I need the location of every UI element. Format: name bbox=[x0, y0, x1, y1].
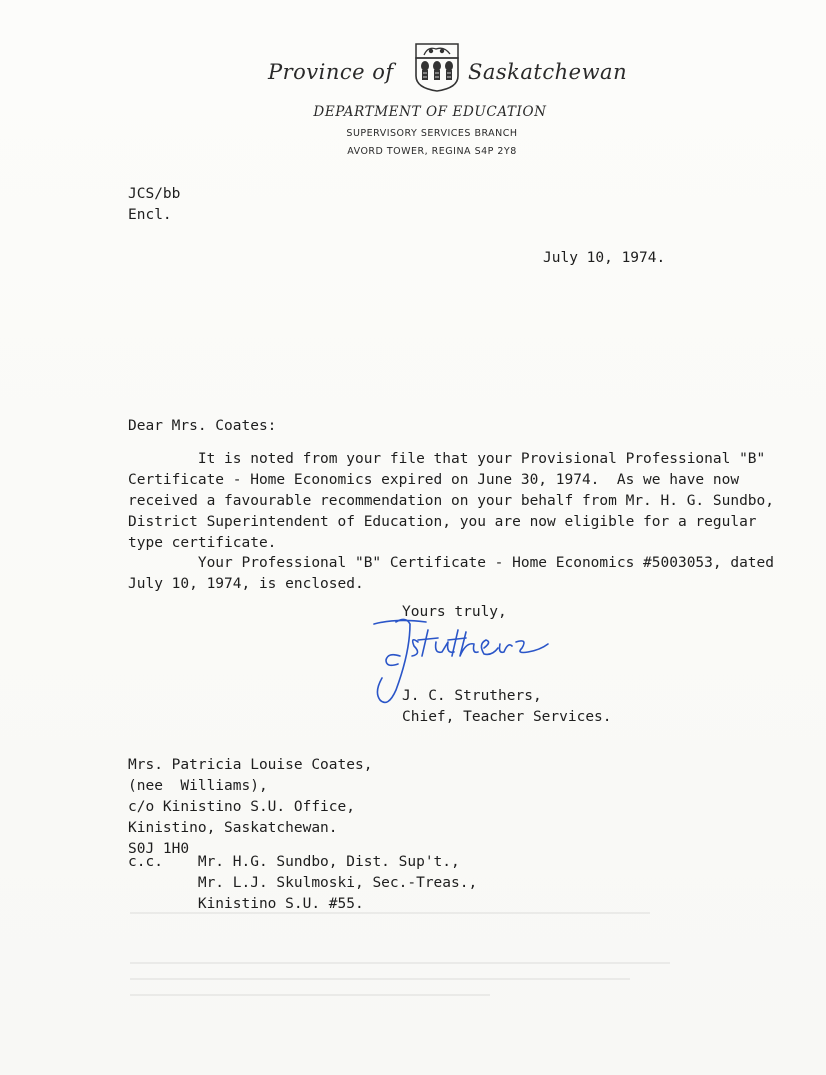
recipient-line: S0J 1H0 bbox=[128, 841, 190, 857]
recipient-address bbox=[128, 755, 372, 860]
cc-line: Mr. H.G. Sundbo, Dist. Sup't., bbox=[197, 854, 460, 870]
signer-name: J. C. Struthers, bbox=[402, 688, 542, 704]
body-paragraph-2 bbox=[128, 553, 774, 595]
department-title: DEPARTMENT OF EDUCATION bbox=[313, 104, 547, 120]
paragraph-line: received a favourable recommendation on your behalf from Mr. H. G. Sundbo, bbox=[128, 493, 775, 509]
province-of-text: Province of bbox=[268, 60, 394, 84]
reference-block bbox=[128, 184, 180, 226]
body-paragraph-1 bbox=[128, 449, 774, 554]
show-through-marks bbox=[130, 895, 690, 1015]
signer-title: Chief, Teacher Services. bbox=[402, 709, 612, 725]
letter-date: July 10, 1974. bbox=[543, 250, 666, 266]
signature-block bbox=[402, 686, 612, 728]
recipient-line: (nee Williams), bbox=[128, 778, 268, 794]
paragraph-line: July 10, 1974, is enclosed. bbox=[128, 576, 364, 592]
recipient-line: Kinistino, Saskatchewan. bbox=[128, 820, 338, 836]
branch-title: SUPERVISORY SERVICES BRANCH bbox=[346, 128, 518, 139]
cc-label: c.c. bbox=[128, 854, 163, 870]
recipient-line: c/o Kinistino S.U. Office, bbox=[128, 799, 355, 815]
department-address: AVORD TOWER, REGINA S4P 2Y8 bbox=[347, 146, 517, 157]
cc-line: Mr. L.J. Skulmoski, Sec.-Treas., bbox=[197, 875, 478, 891]
salutation: Dear Mrs. Coates: bbox=[128, 418, 277, 434]
reference-initials: JCS/bb bbox=[128, 186, 181, 202]
paragraph-line: Certificate - Home Economics expired on June 30, 1974. As we have now bbox=[128, 472, 740, 488]
paragraph-line: Your Professional "B" Certificate - Home Economics #5003053, dated bbox=[128, 555, 775, 571]
letterhead bbox=[0, 38, 826, 168]
recipient-line: Mrs. Patricia Louise Coates, bbox=[128, 757, 373, 773]
saskatchewan-crest-icon bbox=[414, 42, 460, 92]
enclosure-note: Encl. bbox=[128, 207, 172, 223]
paragraph-line: District Superintendent of Education, you are now eligible for a regular bbox=[128, 514, 757, 530]
cc-line: Kinistino S.U. #55. bbox=[197, 896, 364, 912]
closing: Yours truly, bbox=[402, 604, 507, 620]
paragraph-line: It is noted from your file that your Provisional Professional "B" bbox=[128, 451, 766, 467]
paragraph-line: type certificate. bbox=[128, 535, 277, 551]
saskatchewan-text: Saskatchewan bbox=[468, 60, 628, 84]
